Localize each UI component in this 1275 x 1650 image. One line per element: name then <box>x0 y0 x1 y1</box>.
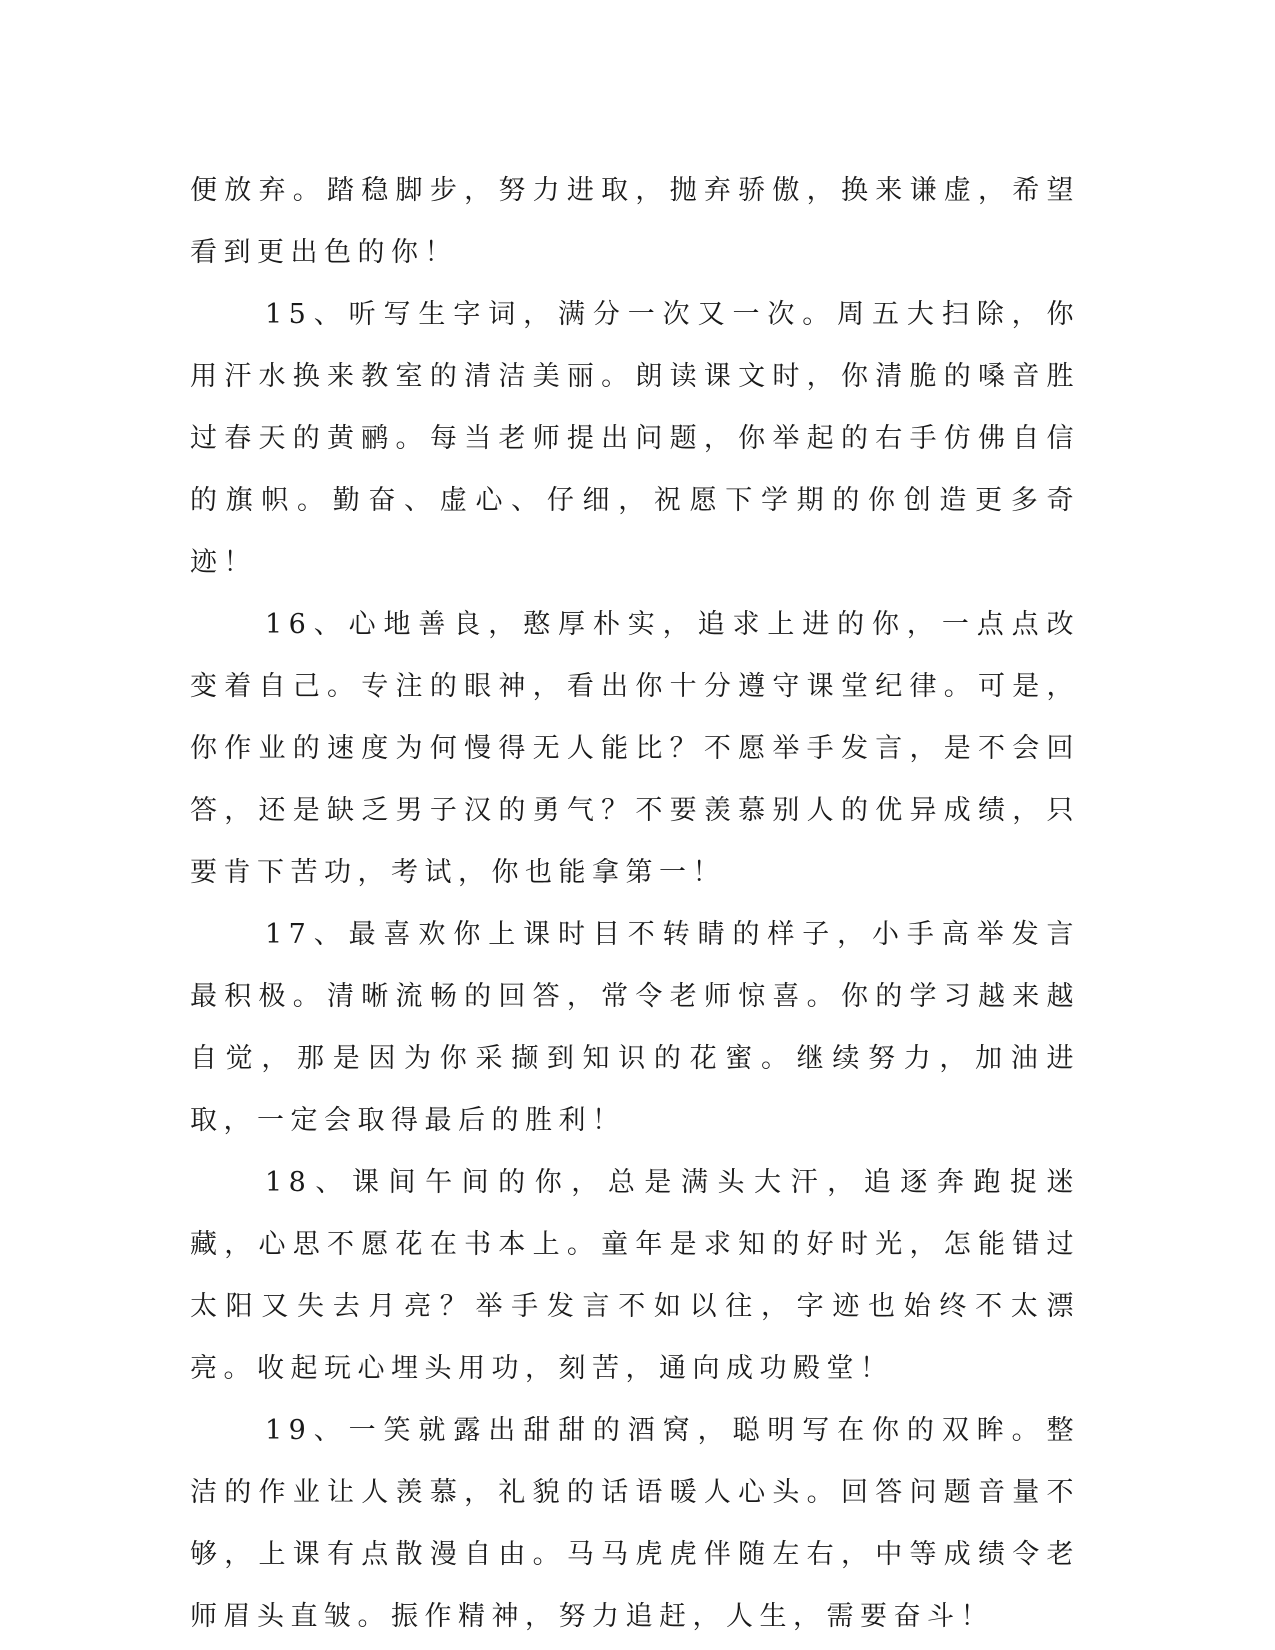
document-body <box>190 160 1080 1648</box>
paragraph-comment-19: 19、一笑就露出甜甜的酒窝，聪明写在你的双眸。整洁的作业让人羡慕，礼貌的话语暖人心头。回答问题音量不够，上课有点散漫自由。马马虎虎伴随左右，中等成绩令老师眉头直皱。振作精神，努力追赶，人生，需要奋斗！ <box>190 1415 1080 1632</box>
paragraph-continuation: 便放弃。踏稳脚步，努力进取，抛弃骄傲，换来谦虚，希望看到更出色的你！ <box>190 175 1080 268</box>
paragraph-comment-18: 18、课间午间的你，总是满头大汗，追逐奔跑捉迷藏，心思不愿花在书本上。童年是求知的好时光，怎能错过太阳又失去月亮？举手发言不如以往，字迹也始终不太漂亮。收起玩心埋头用功，刻苦，通向成功殿堂！ <box>190 1167 1080 1384</box>
paragraph-comment-16: 16、心地善良，憨厚朴实，追求上进的你，一点点改变着自己。专注的眼神，看出你十分遵守课堂纪律。可是，你作业的速度为何慢得无人能比？不愿举手发言，是不会回答，还是缺乏男子汉的勇气？不要羡慕别人的优异成绩，只要肯下苦功，考试，你也能拿第一！ <box>190 609 1080 888</box>
paragraph-comment-17: 17、最喜欢你上课时目不转睛的样子，小手高举发言最积极。清晰流畅的回答，常令老师惊喜。你的学习越来越自觉，那是因为你采撷到知识的花蜜。继续努力，加油进取，一定会取得最后的胜利！ <box>190 919 1080 1136</box>
paragraph-comment-15: 15、听写生字词，满分一次又一次。周五大扫除，你用汗水换来教室的清洁美丽。朗读课文时，你清脆的嗓音胜过春天的黄鹂。每当老师提出问题，你举起的右手仿佛自信的旗帜。勤奋、虚心、仔细，祝愿下学期的你创造更多奇迹！ <box>190 299 1080 578</box>
